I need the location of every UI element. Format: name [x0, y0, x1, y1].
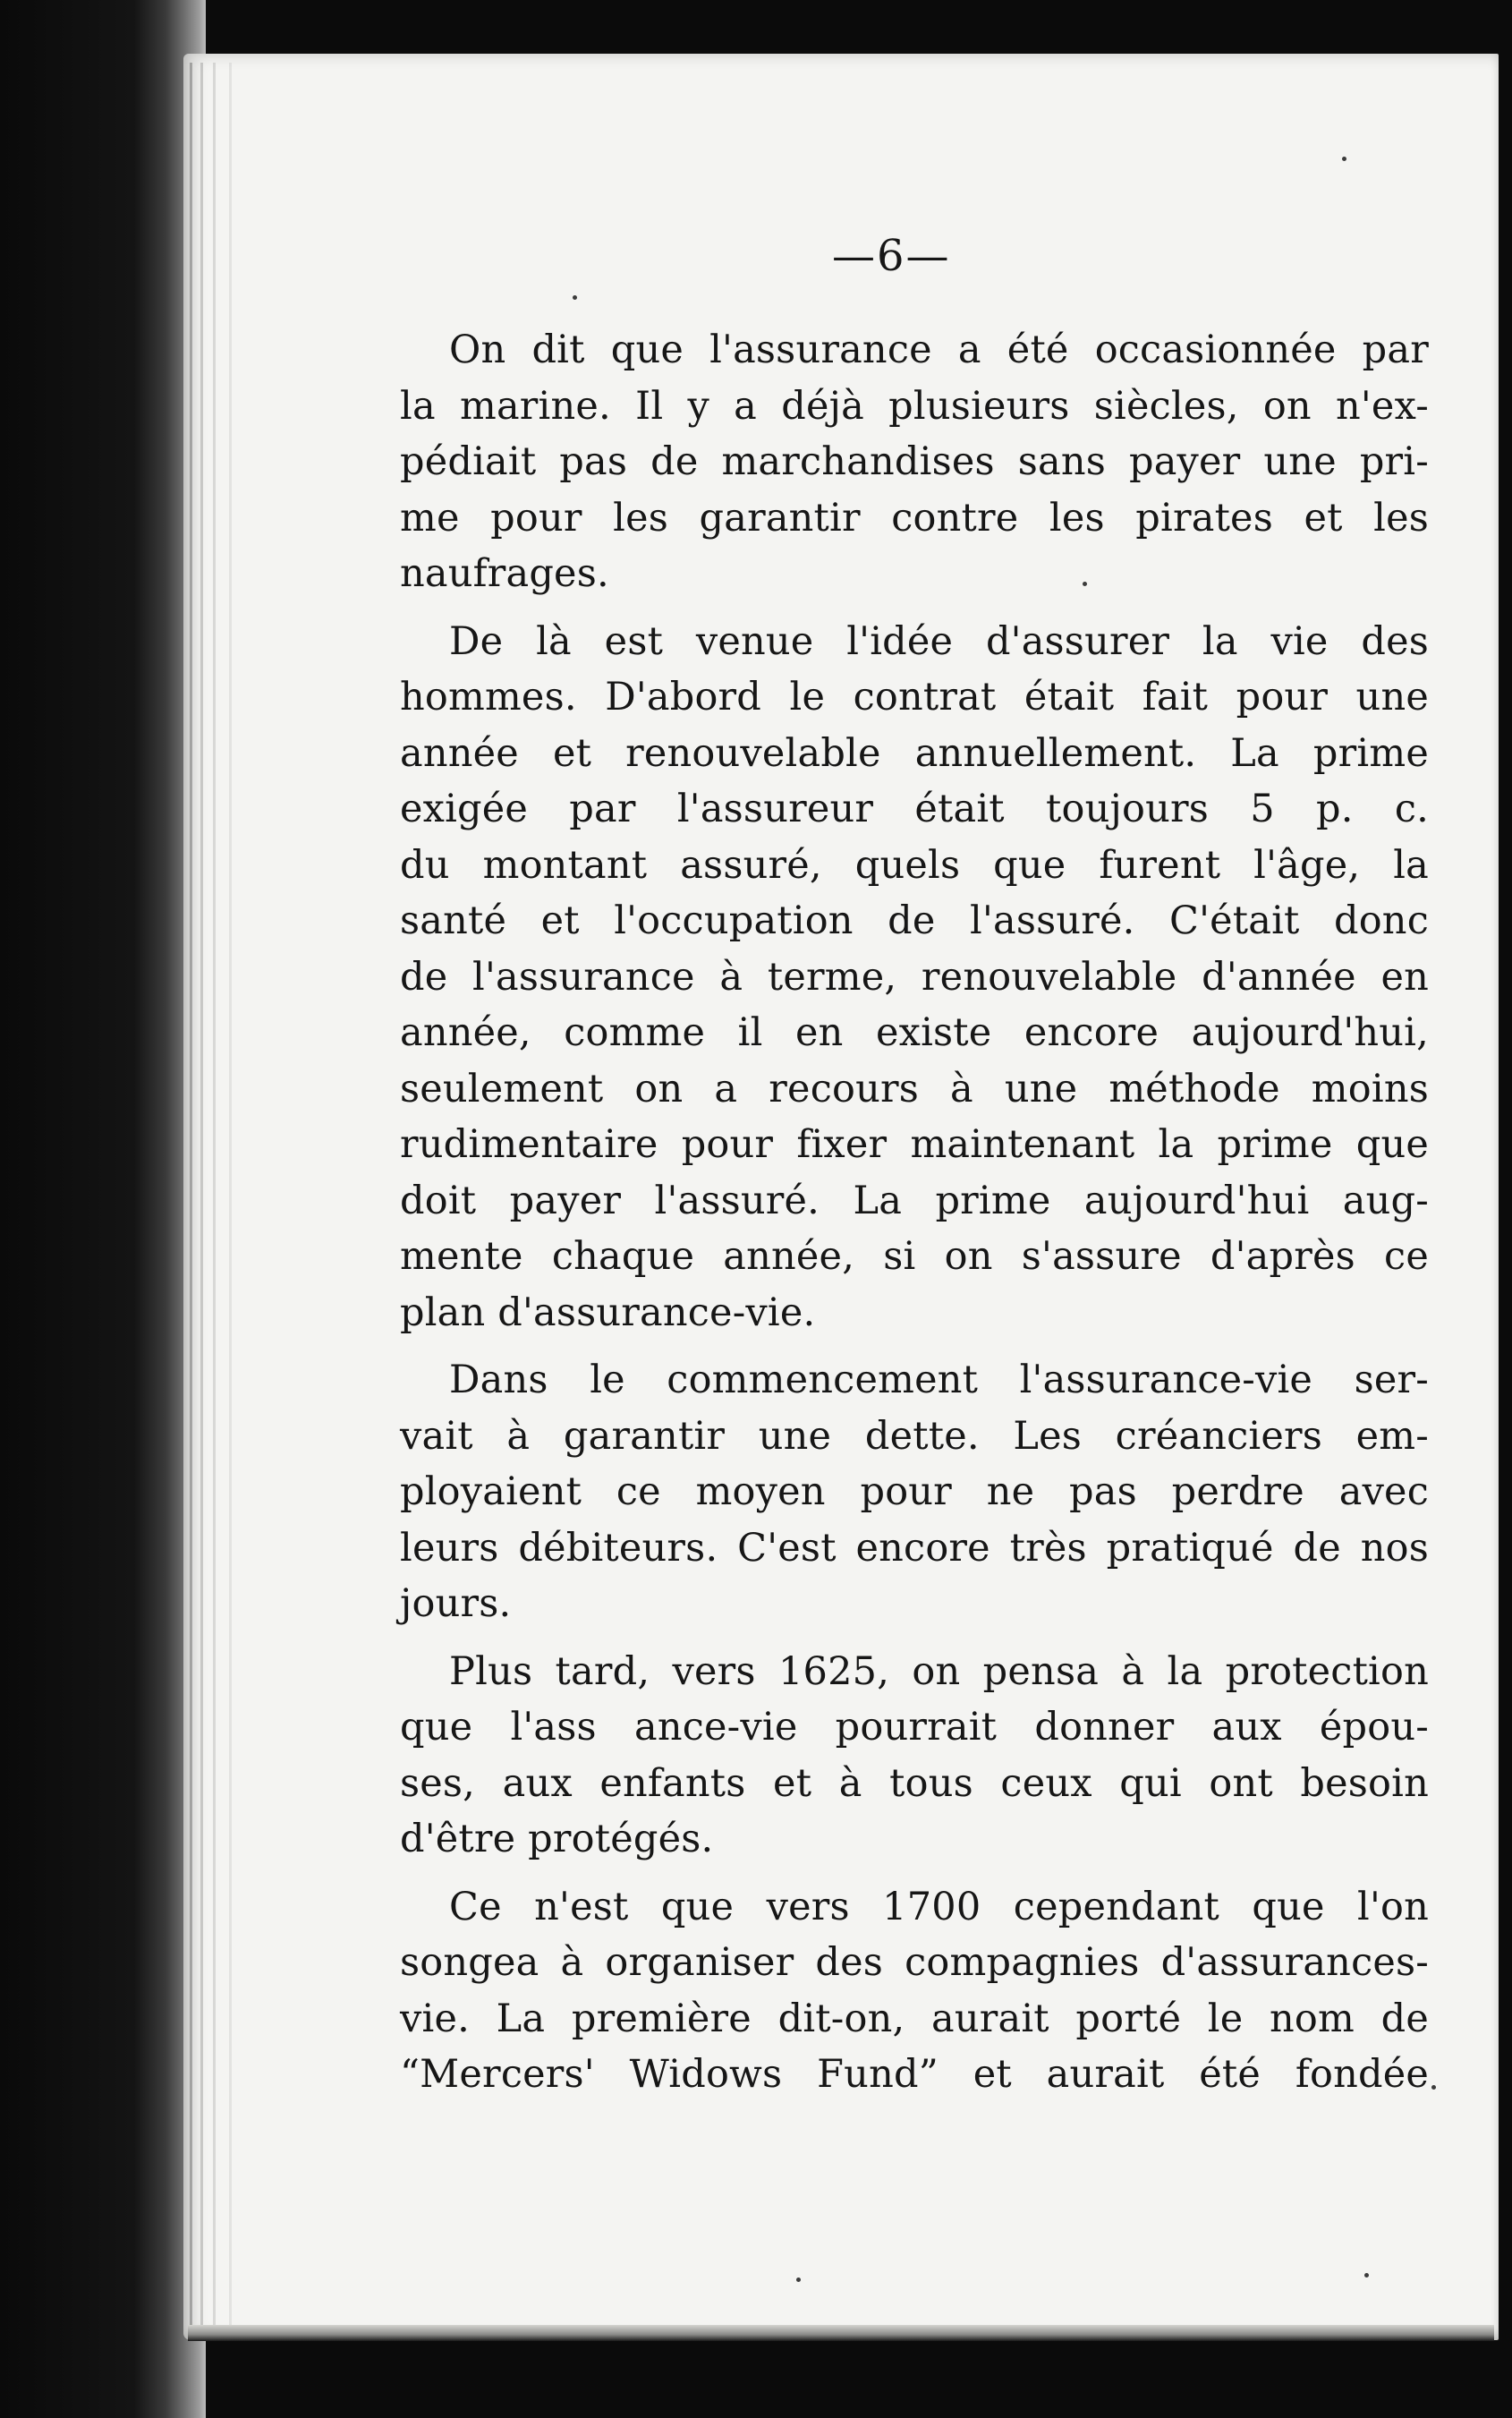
text-line: plan d'assurance-vie. [400, 1290, 816, 1335]
text-line: rudimentaire pour fixer maintenant la prime que [400, 1122, 1429, 1167]
text-line: me pour les garantir contre les pirates et les [400, 495, 1429, 541]
text-line: Plus tard, vers 1625, on pensa à la protection [449, 1648, 1429, 1694]
text-line: Dans le commencement l'assurance-vie ser- [449, 1358, 1429, 1402]
page-edge-line [190, 63, 192, 2327]
scan-speck [1364, 2273, 1369, 2278]
text-line: songea à organiser des compagnies d'assurances- [400, 1940, 1429, 1985]
text-line: On dit que l'assurance a été occasionnée par [449, 328, 1429, 372]
text-line: leurs débiteurs. C'est encore très pratiqué de nos [400, 1525, 1429, 1571]
text-line: ployaient ce moyen pour ne pas perdre avec [400, 1469, 1429, 1514]
text-line: du montant assuré, quels que furent l'âge, la [400, 842, 1429, 888]
page-edge-line [200, 63, 203, 2327]
text-line: doit payer l'assuré. La prime aujourd'hui aug- [400, 1178, 1429, 1223]
scan-speck [573, 295, 577, 300]
text-line: année et renouvelable annuellement. La prime [400, 730, 1429, 776]
paragraph [400, 322, 1429, 602]
text-line: de l'assurance à terme, renouvelable d'année en [400, 954, 1429, 1000]
text-line: hommes. D'abord le contrat était fait pour une [400, 675, 1429, 719]
paragraph [400, 1352, 1429, 1632]
text-line: mente chaque année, si on s'assure d'après ce [400, 1234, 1429, 1279]
text-line: exigée par l'assureur était toujours 5 p. c. [400, 787, 1429, 831]
text-line: jours. [400, 1581, 512, 1626]
paragraph [400, 1879, 1429, 2103]
text-line: la marine. Il y a déjà plusieurs siècles, on n'ex- [400, 383, 1429, 429]
scan-speck [796, 2278, 801, 2282]
text-line: naufrages. [400, 551, 609, 596]
text-line: pédiait pas de marchandises sans payer une pri- [400, 439, 1429, 484]
text-line: santé et l'occupation de l'assuré. C'était donc [400, 898, 1429, 943]
text-line: Ce n'est que vers 1700 cependant que l'on [449, 1884, 1429, 1929]
text-line: année, comme il en existe encore aujourd'hui, [400, 1010, 1429, 1055]
page-edge-line [213, 63, 216, 2327]
page-edge-line [229, 63, 232, 2327]
scan-speck [1342, 157, 1346, 161]
scan-speck [1431, 2085, 1436, 2090]
paragraph [400, 1644, 1429, 1868]
text-line: seulement on a recours à une méthode moins [400, 1066, 1429, 1111]
text-line: d'être protégés. [400, 1817, 714, 1861]
body-text [400, 322, 1429, 2115]
text-line: vie. La première dit-on, aurait porté le nom de [400, 1996, 1429, 2041]
paragraph [400, 614, 1429, 1341]
page-number: —6— [832, 231, 951, 281]
text-line: “Mercers' Widows Fund” et aurait été fondée [400, 2052, 1429, 2097]
text-line: vait à garantir une dette. Les créanciers em- [400, 1413, 1429, 1459]
page-bottom-edge [188, 2325, 1494, 2341]
text-line: que l'ass ance-vie pourrait donner aux épou- [400, 1705, 1429, 1750]
book-binding-shadow [0, 0, 206, 2418]
text-line: De là est venue l'idée d'assurer la vie des [449, 618, 1429, 664]
text-line: ses, aux enfants et à tous ceux qui ont besoin [400, 1760, 1429, 1806]
